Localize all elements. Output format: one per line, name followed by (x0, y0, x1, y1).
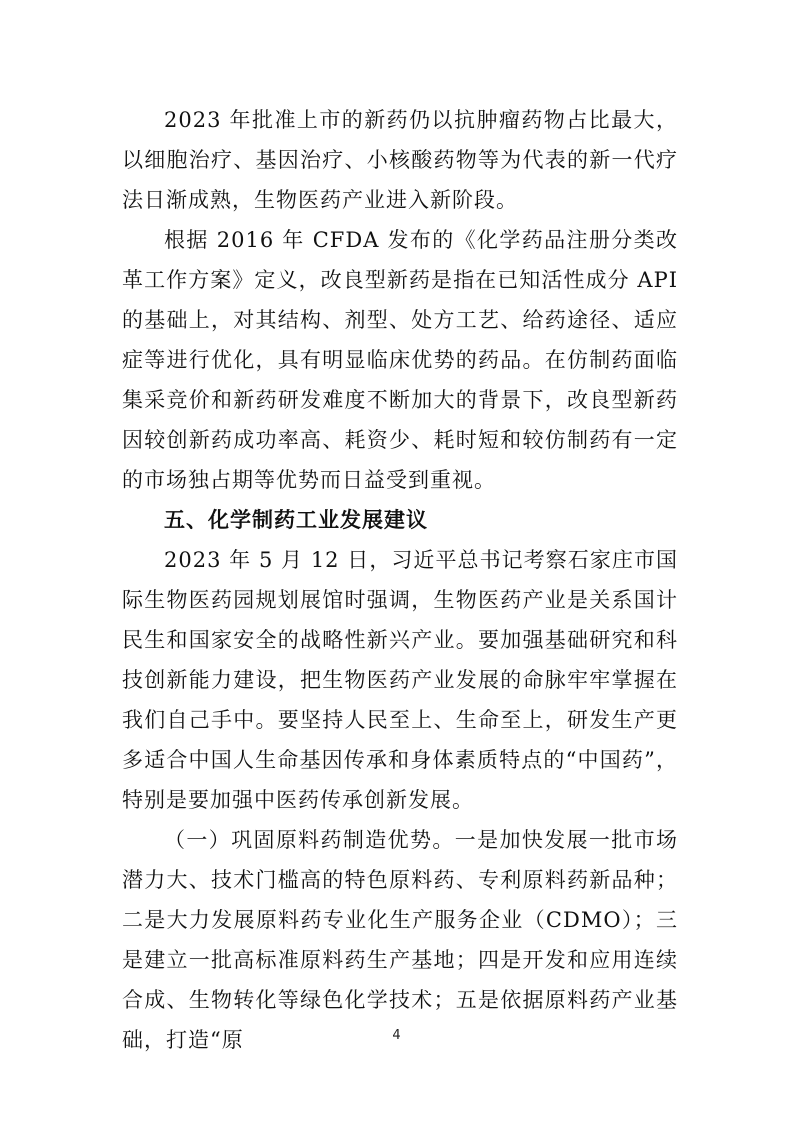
paragraph-new-drugs-2023: 2023 年批准上市的新药仍以抗肿瘤药物占比最大，以细胞治疗、基因治疗、小核酸药物等为代表的新一代疗法日渐成熟，生物医药产业进入新阶段。 (122, 108, 678, 212)
paragraph-xi-inspection: 2023 年 5 月 12 日，习近平总书记考察石家庄市国际生物医药园规划展馆时强调，生物医药产业是关系国计民生和国家安全的战略性新兴产业。要加强基础研究和科技创新能力建设，把生物医药产业发展的命脉牢牢掌握在我们自己手中。要坚持人民至上、生命至上，研发生产更多适合中国人生命基因传承和身体素质特点的“中国药”，特别是要加强中医药传承创新发展。 (122, 548, 678, 812)
paragraph-api-advantage: （一）巩固原料药制造优势。一是加快发展一批市场潜力大、技术门槛高的特色原料药、专利原料药新品种；二是大力发展原料药专业化生产服务企业（CDMO）；三是建立一批高标准原料药生产基地；四是开发和应用连续合成、生物转化等绿色化学技术；五是依据原料药产业基础，打造“原 (122, 828, 678, 1052)
section-heading: 五、化学制药工业发展建议 (164, 508, 428, 532)
document-body (122, 100, 678, 1060)
paragraph-improved-new-drugs: 根据 2016 年 CFDA 发布的《化学药品注册分类改革工作方案》定义，改良型新药是指在已知活性成分 API 的基础上，对其结构、剂型、处方工艺、给药途径、适应症等进行优化，具有明显临床优势的药品。在仿制药面临集采竞价和新药研发难度不断加大的背景下，改良型新药因较创新药成功率高、耗资少、耗时短和较仿制药有一定的市场独占期等优势而日益受到重视。 (122, 228, 678, 492)
page-number: 4 (392, 1028, 401, 1043)
